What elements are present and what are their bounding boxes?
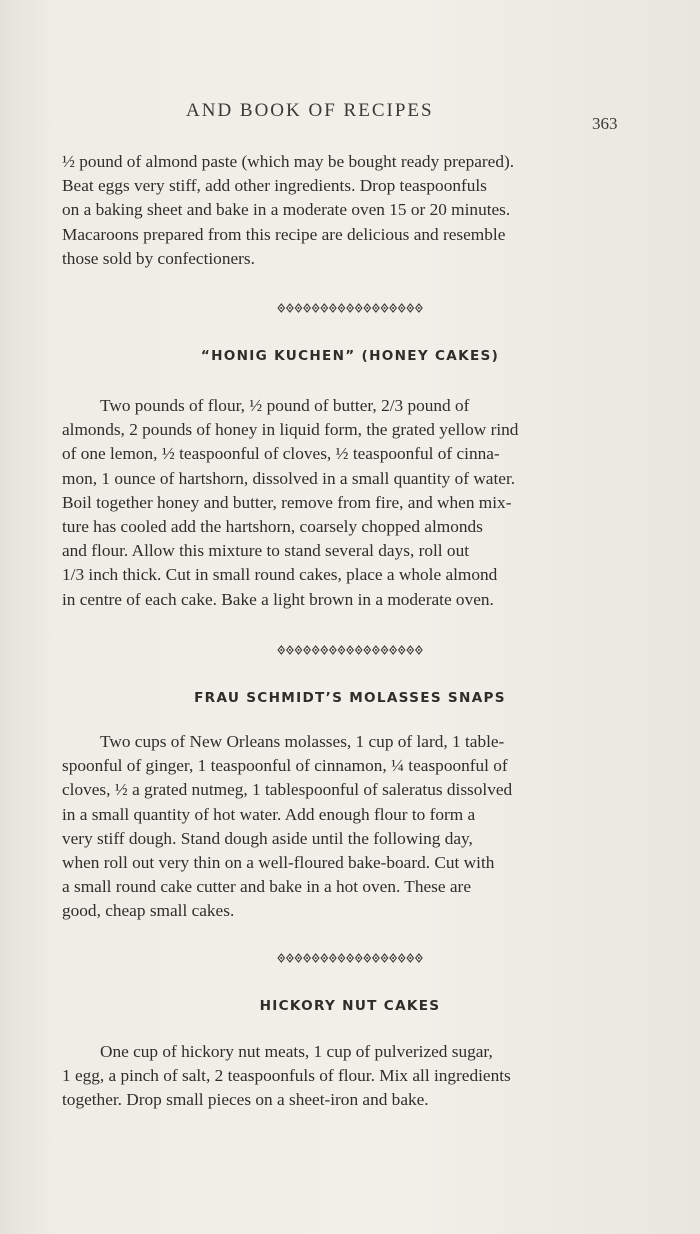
ornament-graphic	[275, 952, 425, 964]
text-line: Two pounds of flour, ½ pound of butter, 2/3 pound of	[100, 396, 470, 415]
text-line: when roll out very thin on a well-floured bake-board. Cut with	[62, 853, 495, 873]
text-line: a small round cake cutter and bake in a hot oven. These are	[62, 877, 471, 897]
section-divider-ornament	[0, 644, 700, 658]
text-line: 1/3 inch thick. Cut in small round cakes, place a whole almond	[62, 565, 498, 585]
text-line: mon, 1 ounce of hartshorn, dissolved in a small quantity of water.	[62, 468, 516, 488]
text-line: Boil together honey and butter, remove from fire, and when mix-	[62, 492, 512, 512]
recipe-title-molasses-snaps: FRAU SCHMIDT’S MOLASSES SNAPS	[194, 690, 506, 706]
page-number: 363	[592, 114, 618, 133]
text-line: spoonful of ginger, 1 teaspoonful of cinnamon, ¼ teaspoonful of	[62, 756, 508, 776]
text-line: ture has cooled add the hartshorn, coarsely chopped almonds	[62, 517, 483, 537]
text-line: ½ pound of almond paste (which may be bought ready prepared).	[62, 152, 515, 171]
recipe-title-honig-kuchen: “HONIG KUCHEN” (HONEY CAKES)	[200, 348, 500, 364]
text-line: in a small quantity of hot water. Add enough flour to form a	[62, 804, 476, 824]
section-divider-ornament	[0, 302, 700, 316]
recipe-body-molasses-snaps	[62, 730, 624, 924]
page-header	[0, 100, 700, 133]
text-line: 1 egg, a pinch of salt, 2 teaspoonfuls of flour. Mix all ingredients	[62, 1066, 511, 1086]
recipe-body-honig-kuchen	[62, 394, 624, 612]
text-line: One cup of hickory nut meats, 1 cup of pulverized sugar,	[100, 1042, 493, 1061]
running-head: AND BOOK OF RECIPES	[186, 100, 434, 121]
recipe-body-hickory-nut-cakes	[62, 1040, 624, 1113]
ornament-graphic	[275, 644, 425, 656]
text-line: together. Drop small pieces on a sheet-iron and bake.	[62, 1090, 429, 1110]
continued-recipe-text	[62, 150, 624, 271]
text-line: Two cups of New Orleans molasses, 1 cup of lard, 1 table-	[100, 732, 505, 751]
text-line: in centre of each cake. Bake a light brown in a moderate oven.	[62, 589, 494, 609]
recipe-title-hickory-nut-cakes: HICKORY NUT CAKES	[259, 998, 441, 1014]
text-line: very stiff dough. Stand dough aside until the following day,	[62, 828, 473, 848]
text-line: almonds, 2 pounds of honey in liquid form, the grated yellow rind	[62, 420, 519, 440]
text-line: Beat eggs very stiff, add other ingredients. Drop teaspoonfuls	[62, 176, 487, 196]
text-line: good, cheap small cakes.	[62, 901, 235, 921]
text-line: and flour. Allow this mixture to stand several days, roll out	[62, 541, 470, 561]
text-line: Macaroons prepared from this recipe are delicious and resemble	[62, 224, 506, 244]
text-line: of one lemon, ½ teaspoonful of cloves, ½ teaspoonful of cinna-	[62, 444, 500, 464]
text-line: on a baking sheet and bake in a moderate oven 15 or 20 minutes.	[62, 200, 511, 220]
text-line: cloves, ½ a grated nutmeg, 1 tablespoonful of saleratus dissolved	[62, 780, 513, 800]
section-divider-ornament	[0, 952, 700, 966]
ornament-graphic	[275, 302, 425, 314]
text-line: those sold by confectioners.	[62, 248, 255, 268]
